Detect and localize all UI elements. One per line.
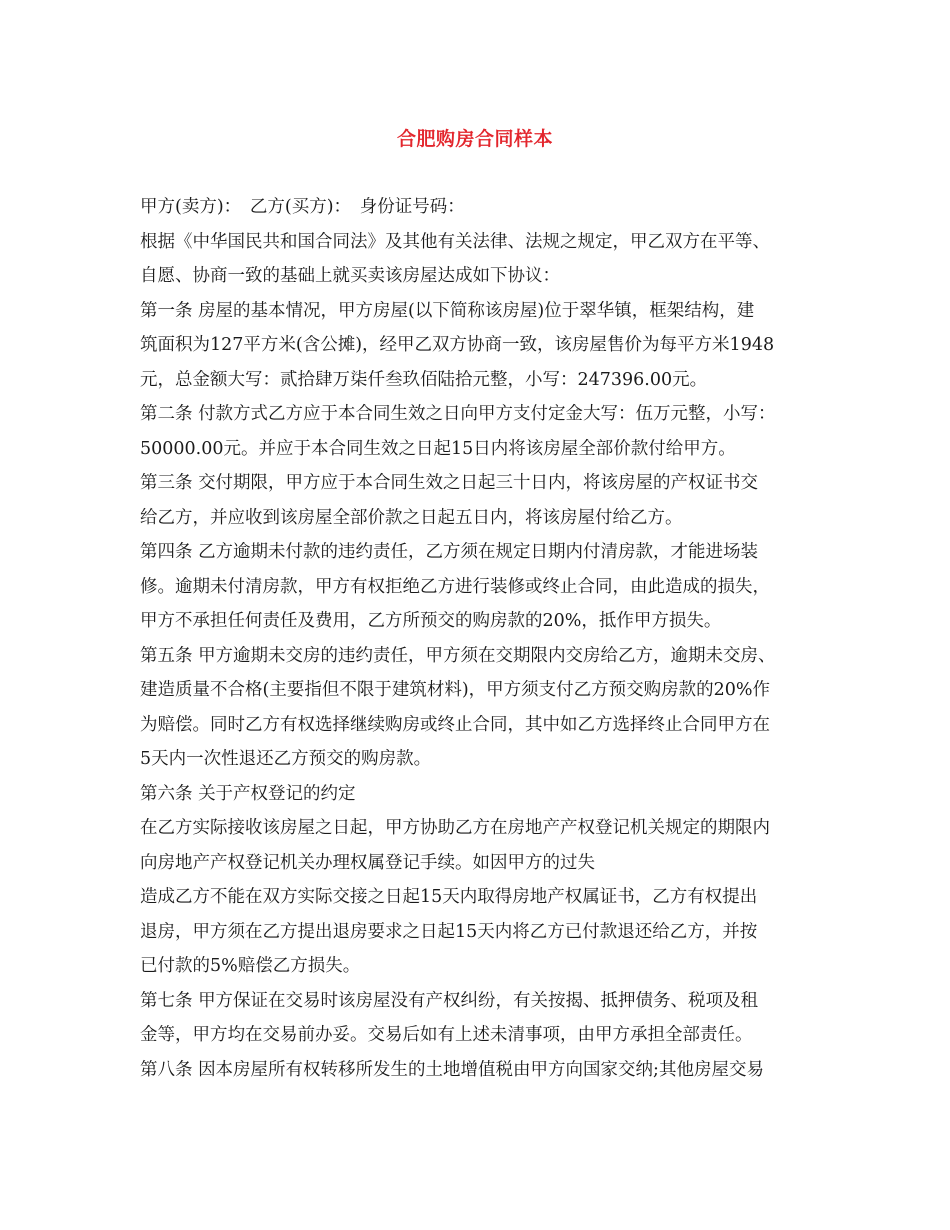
- text-line: 第三条 交付期限，甲方应于本合同生效之日起三十日内，将该房屋的产权证书交: [140, 473, 759, 493]
- text-line: 建造质量不合格(主要指但不限于建筑材料)，甲方须支付乙方预交购房款的20%作: [140, 680, 771, 700]
- text-line: 造成乙方不能在双方实际交接之日起15天内取得房地产权属证书，乙方有权提出: [140, 887, 758, 907]
- text-line: 50000.00元。并应于本合同生效之日起15日内将该房屋全部价款付给甲方。: [140, 438, 736, 459]
- text-line: 甲方不承担任何责任及费用，乙方所预交的购房款的20%，抵作甲方损失。: [140, 611, 722, 631]
- text-line: 第七条 甲方保证在交易时该房屋没有产权纠纷，有关按揭、抵押债务、税项及租: [140, 990, 759, 1011]
- text-line: 第八条 因本房屋所有权转移所发生的土地增值税由甲方向国家交纳;其他房屋交易: [140, 1059, 764, 1080]
- document-body: [140, 190, 820, 1087]
- text-line: 5天内一次性退还乙方预交的购房款。: [140, 749, 432, 769]
- text-line: 金等，甲方均在交易前办妥。交易后如有上述未清事项，由甲方承担全部责任。: [140, 1025, 753, 1045]
- text-line: 向房地产产权登记机关办理权属登记手续。如因甲方的过失: [140, 852, 595, 873]
- text-line: 甲方(卖方)： 乙方(买方)： 身份证号码：: [140, 197, 465, 217]
- document-title: 合肥购房合同样本: [396, 128, 553, 150]
- text-line: 在乙方实际接收该房屋之日起，甲方协助乙方在房地产产权登记机关规定的期限内: [140, 818, 770, 838]
- text-line: 第六条 关于产权登记的约定: [140, 783, 356, 804]
- text-line: 根据《中华国民共和国合同法》及其他有关法律、法规之规定，甲乙双方在平等、: [140, 231, 770, 252]
- text-line: 第二条 付款方式乙方应于本合同生效之日向甲方支付定金大写：伍万元整，小写：: [140, 404, 776, 424]
- text-line: 自愿、协商一致的基础上就买卖该房屋达成如下协议：: [140, 266, 560, 286]
- text-line: 退房，甲方须在乙方提出退房要求之日起15天内将乙方已付款退还给乙方，并按: [140, 921, 758, 942]
- text-line: 修。逾期未付清房款，甲方有权拒绝乙方进行装修或终止合同，由此造成的损失，: [140, 576, 770, 597]
- text-line: 第一条 房屋的基本情况，甲方房屋(以下简称该房屋)位于翠华镇，框架结构，建: [140, 300, 755, 321]
- text-line: 元，总金额大写：贰拾肆万柒仟叁玖佰陆拾元整，小写：247396.00元。: [140, 369, 708, 390]
- text-line: 给乙方，并应收到该房屋全部价款之日起五日内，将该房屋付给乙方。: [140, 507, 683, 528]
- text-line: 为赔偿。同时乙方有权选择继续购房或终止合同，其中如乙方选择终止合同甲方在: [140, 714, 770, 735]
- text-line: 第四条 乙方逾期未付款的违约责任，乙方须在规定日期内付清房款，才能进场装: [140, 542, 759, 562]
- text-line: 筑面积为127平方米(含公摊)，经甲乙双方协商一致，该房屋售价为每平方米1948: [140, 335, 775, 355]
- text-line: 已付款的5%赔偿乙方损失。: [140, 956, 361, 976]
- text-line: 第五条 甲方逾期未交房的违约责任，甲方须在交期限内交房给乙方，逾期未交房、: [140, 645, 776, 666]
